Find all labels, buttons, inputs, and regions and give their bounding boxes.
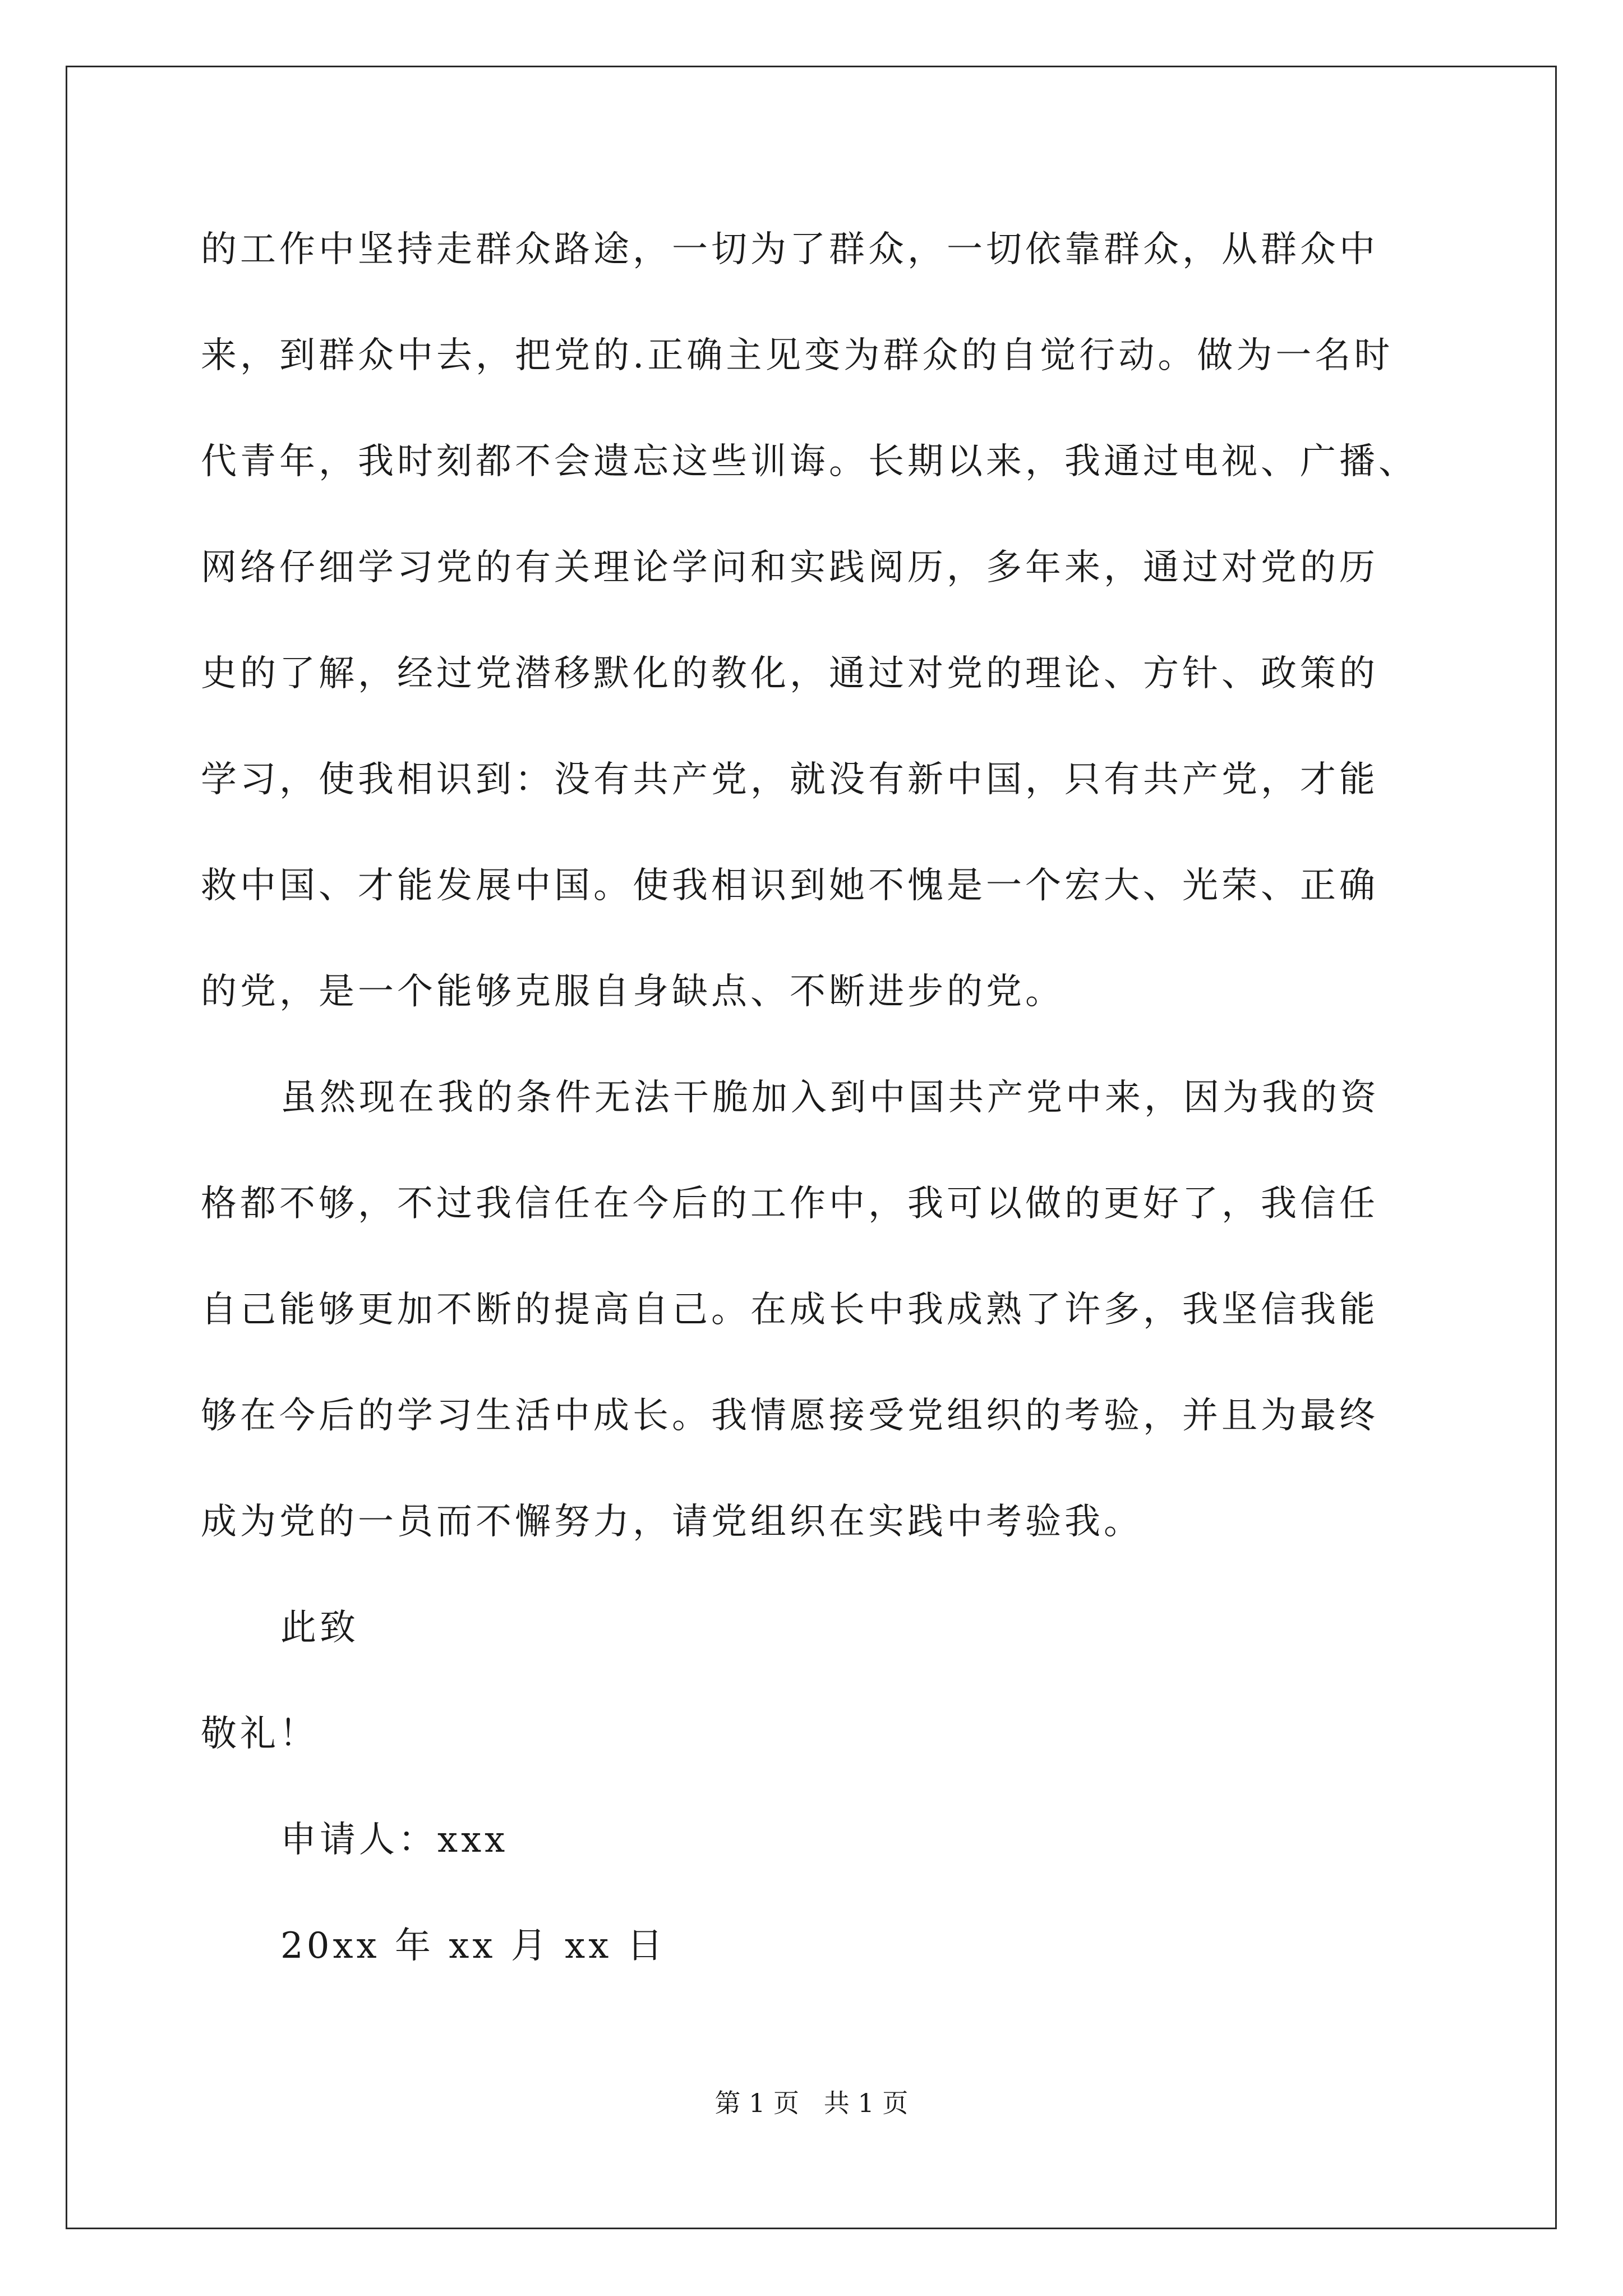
body-text-line: 自己能够更加不断的提高自己。在成长中我成熟了许多，我坚信我能	[201, 1289, 1378, 1331]
body-text-line: 成为党的一员而不懈努力，请党组织在实践中考验我。	[201, 1501, 1143, 1543]
body-text-line: 网络仔细学习党的有关理论学问和实践阅历，多年来，通过对党的历	[201, 547, 1378, 588]
closing-text: 此致	[280, 1607, 359, 1649]
body-text-line: 来，到群众中去，把党的.正确主见变为群众的自觉行动。做为一名时	[201, 335, 1394, 376]
body-text-line: 的党，是一个能够克服自身缺点、不断进步的党。	[201, 971, 1064, 1013]
applicant-line: 申请人：xxx	[280, 1819, 509, 1861]
page-frame	[66, 66, 1557, 2229]
body-text-line: 虽然现在我的条件无法干脆加入到中国共产党中来，因为我的资	[280, 1077, 1380, 1119]
page-number-footer: 第 1 页 共 1 页	[714, 2088, 909, 2118]
body-text-line: 格都不够，不过我信任在今后的工作中，我可以做的更好了，我信任	[201, 1183, 1378, 1225]
body-text-line: 史的了解，经过党潜移默化的教化，通过对党的理论、方针、政策的	[201, 653, 1378, 694]
body-text-line: 够在今后的学习生活中成长。我情愿接受党组织的考验，并且为最终	[201, 1395, 1378, 1437]
salute-text: 敬礼！	[201, 1713, 319, 1755]
date-line: 20xx 年 xx 月 xx 日	[280, 1925, 666, 1967]
body-text-line: 救中国、才能发展中国。使我相识到她不愧是一个宏大、光荣、正确	[201, 865, 1378, 907]
body-text-line: 代青年，我时刻都不会遗忘这些训诲。长期以来，我通过电视、广播、	[201, 441, 1418, 482]
body-text-line: 学习，使我相识到：没有共产党，就没有新中国，只有共产党，才能	[201, 759, 1378, 800]
body-text-line: 的工作中坚持走群众路途，一切为了群众，一切依靠群众，从群众中	[201, 229, 1378, 270]
